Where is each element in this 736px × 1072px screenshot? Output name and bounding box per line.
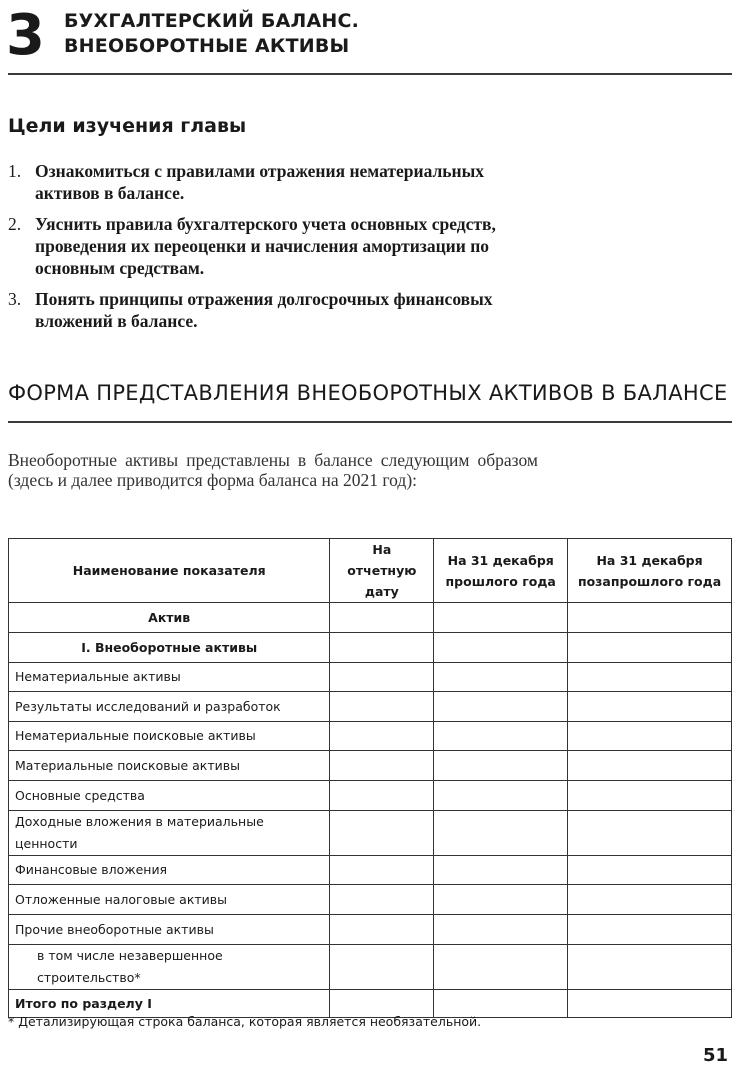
table-cell (330, 633, 434, 663)
table-row (9, 781, 732, 811)
goal-text: Уяснить правила бухгалтерского учета основных средств, проведения их переоценки и начисления амортизации по основным средствам. (35, 214, 496, 278)
row-label: Отложенные налоговые активы (9, 885, 330, 915)
goal-number: 3. (8, 289, 22, 309)
row-label: Материальные поисковые активы (9, 751, 330, 781)
table-cell (330, 811, 434, 856)
table-cell (568, 603, 732, 633)
table-row (9, 722, 732, 751)
table-cell (330, 885, 434, 915)
table-row (9, 885, 732, 915)
balance-table (8, 538, 732, 1018)
table-cell (434, 811, 568, 856)
table-cell (568, 915, 732, 945)
table-cell (330, 722, 434, 751)
table-cell (434, 751, 568, 781)
page-number: 51 (702, 1045, 728, 1066)
table-cell (568, 692, 732, 722)
table-cell (330, 663, 434, 692)
row-label: Результаты исследований и разработок (9, 692, 330, 722)
goal-item (8, 160, 548, 204)
row-label: Актив (9, 603, 330, 633)
table-row (9, 751, 732, 781)
chapter-title (64, 9, 359, 59)
table-cell (434, 781, 568, 811)
table-row (9, 633, 732, 663)
table-row (9, 663, 732, 692)
table-cell (330, 692, 434, 722)
goal-number: 1. (8, 161, 22, 181)
table-row (9, 945, 732, 990)
table-cell (330, 603, 434, 633)
goals-list (8, 160, 548, 341)
table-cell (568, 990, 732, 1018)
row-label: Прочие внеоборотные активы (9, 915, 330, 945)
row-label: I. Внеоборотные активы (9, 633, 330, 663)
table-row (9, 692, 732, 722)
table-row (9, 603, 732, 633)
table-row (9, 915, 732, 945)
table-row (9, 856, 732, 885)
header-prev-prev-year: На 31 декабря позапрошлого года (568, 539, 732, 603)
table-cell (568, 633, 732, 663)
goal-item (8, 213, 548, 279)
goal-text: Ознакомиться с правилами отражения нематериальных активов в балансе. (35, 161, 485, 203)
header-divider (8, 73, 732, 75)
row-label: Основные средства (9, 781, 330, 811)
table-cell (568, 781, 732, 811)
goal-item (8, 288, 548, 332)
table-cell (434, 692, 568, 722)
table-cell (434, 663, 568, 692)
table-cell (434, 633, 568, 663)
row-label: Итого по разделу I (9, 990, 330, 1018)
table-cell (330, 856, 434, 885)
row-label: Финансовые вложения (9, 856, 330, 885)
table-cell (568, 856, 732, 885)
table-cell (568, 945, 732, 990)
header-name: Наименование показателя (9, 539, 330, 603)
table-cell (434, 603, 568, 633)
table-cell (434, 945, 568, 990)
table-row (9, 811, 732, 856)
header-reporting-date: На отчетную дату (330, 539, 434, 603)
section-divider (8, 421, 732, 423)
table-header-row (9, 539, 732, 603)
table-cell (434, 915, 568, 945)
table-cell (568, 663, 732, 692)
section-heading: ФОРМА ПРЕДСТАВЛЕНИЯ ВНЕОБОРОТНЫХ АКТИВОВ В БАЛАНСЕ (8, 381, 728, 405)
table-cell (330, 781, 434, 811)
table-cell (330, 945, 434, 990)
table-cell (568, 722, 732, 751)
row-label: Нематериальные поисковые активы (9, 722, 330, 751)
goals-heading: Цели изучения главы (8, 115, 247, 137)
chapter-title-line-1: БУХГАЛТЕРСКИЙ БАЛАНС. (64, 10, 360, 32)
row-label: Доходные вложения в материальные ценности (9, 811, 330, 856)
table-cell (434, 885, 568, 915)
goal-text: Понять принципы отражения долгосрочных финансовых вложений в балансе. (35, 289, 493, 331)
table-cell (330, 915, 434, 945)
table-cell (568, 811, 732, 856)
footnote: * Детализирующая строка баланса, которая является необязательной. (8, 1014, 482, 1029)
table-cell (568, 751, 732, 781)
goal-number: 2. (8, 214, 22, 234)
table-cell (434, 722, 568, 751)
chapter-title-line-2: ВНЕОБОРОТНЫЕ АКТИВЫ (64, 35, 350, 57)
chapter-number: 3 (6, 3, 43, 68)
row-label: Нематериальные активы (9, 663, 330, 692)
table-cell (434, 856, 568, 885)
table-cell (568, 885, 732, 915)
header-prev-year: На 31 декабря прошлого года (434, 539, 568, 603)
intro-paragraph: Внеоборотные активы представлены в балансе следующим образом (здесь и далее приводится форма баланса на 2021 год): (8, 450, 538, 490)
table-cell (330, 751, 434, 781)
row-label: в том числе незавершенное строительство* (9, 945, 330, 990)
